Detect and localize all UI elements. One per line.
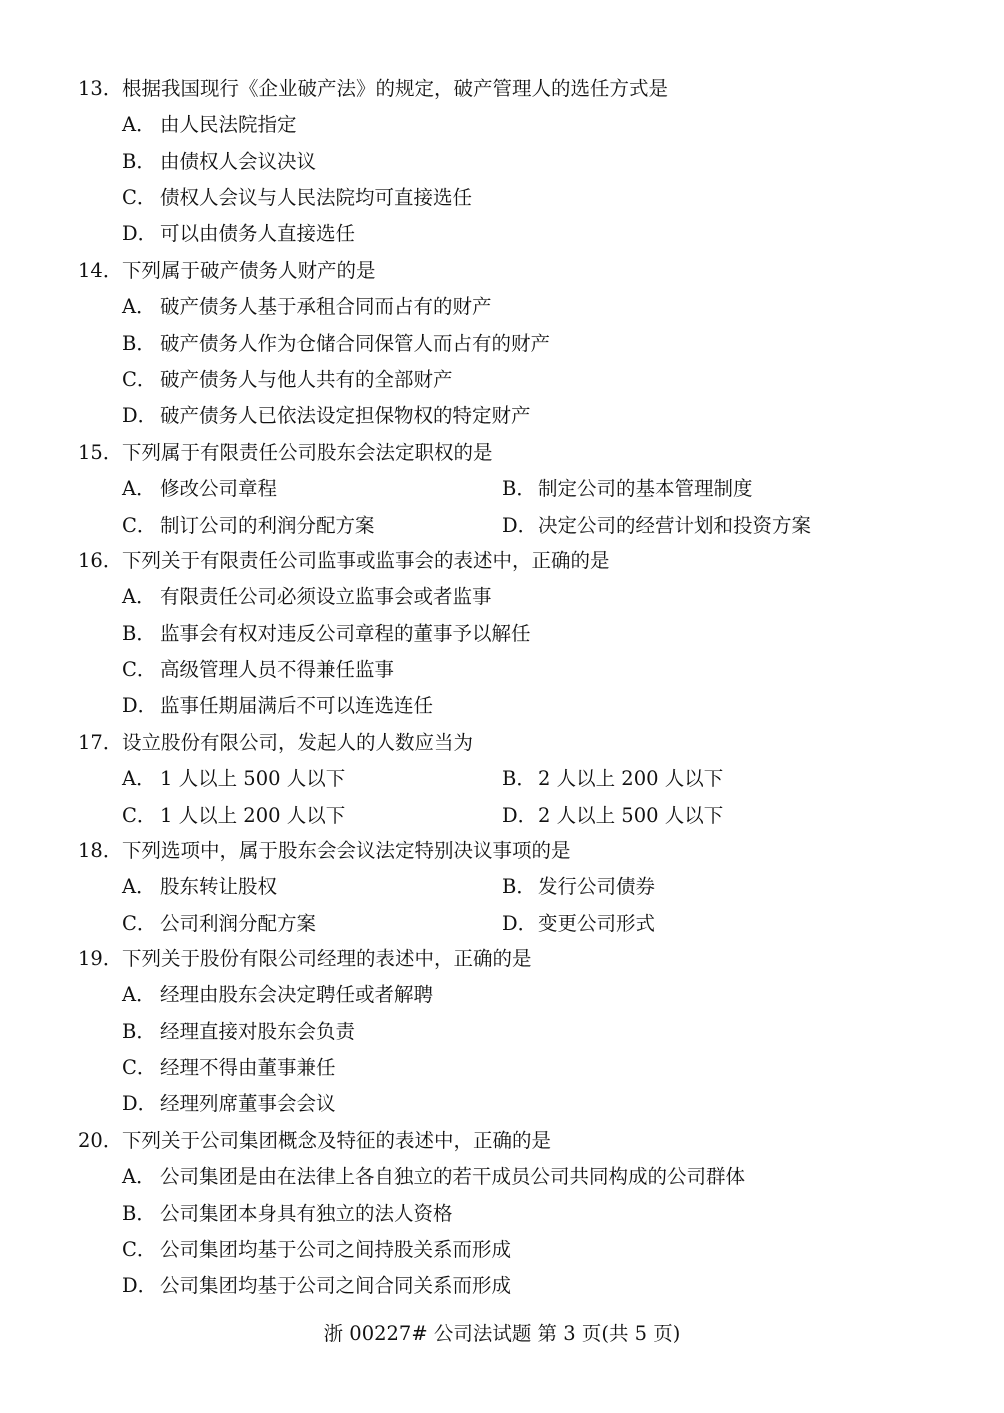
option-text: 制定公司的基本管理制度 (538, 477, 753, 501)
option-text: 可以由债务人直接选任 (160, 222, 356, 246)
option-text: 1 人以上 500 人以下 (160, 767, 346, 791)
option-row (0, 471, 1004, 507)
question-text: 下列关于公司集团概念及特征的表述中，正确的是 (122, 1129, 552, 1152)
option-d (0, 1086, 1004, 1122)
option-label: C． (122, 803, 157, 827)
option-label: B． (122, 331, 156, 355)
option-a (0, 579, 1004, 615)
option-row (0, 508, 1004, 544)
option-label: D． (122, 694, 158, 718)
option-label: B． (502, 767, 536, 791)
option-a (0, 977, 1004, 1013)
question-19 (0, 941, 1004, 1122)
option-text: 公司集团本身具有独立的法人资格 (160, 1201, 453, 1225)
option-text: 有限责任公司必须设立监事会或者监事 (160, 585, 492, 609)
option-label: B． (122, 149, 156, 173)
option-d (0, 216, 1004, 252)
question-stem (0, 543, 1004, 579)
option-text: 监事会有权对违反公司章程的董事予以解任 (160, 621, 531, 645)
question-text: 设立股份有限公司，发起人的人数应当为 (122, 731, 474, 754)
option-d (0, 1268, 1004, 1304)
option-text: 修改公司章程 (160, 477, 278, 501)
option-label: A． (122, 477, 156, 501)
option-label: D． (122, 404, 158, 428)
option-b (0, 144, 1004, 180)
option-label: A． (122, 585, 156, 609)
option-text: 经理由股东会决定聘任或者解聘 (160, 983, 434, 1007)
option-a (0, 289, 1004, 325)
option-label: C． (122, 1237, 157, 1261)
option-b (0, 326, 1004, 362)
option-c (0, 180, 1004, 216)
option-label: B． (122, 621, 156, 645)
option-text: 公司利润分配方案 (160, 911, 317, 935)
option-text: 高级管理人员不得兼任监事 (160, 657, 395, 681)
option-a (0, 107, 1004, 143)
option-text: 2 人以上 200 人以下 (538, 767, 724, 791)
question-stem (0, 1123, 1004, 1159)
option-label: C． (122, 367, 157, 391)
option-label: A． (122, 983, 156, 1007)
option-text: 公司集团均基于公司之间合同关系而形成 (160, 1274, 512, 1298)
option-label: A． (122, 295, 156, 319)
option-text: 监事任期届满后不可以连选连任 (160, 694, 434, 718)
option-row (0, 798, 1004, 834)
option-text: 公司集团是由在法律上各自独立的若干成员公司共同构成的公司群体 (160, 1165, 746, 1189)
option-text: 债权人会议与人民法院均可直接选任 (160, 185, 473, 209)
question-text: 下列选项中，属于股东会会议法定特别决议事项的是 (122, 839, 571, 862)
question-15 (0, 435, 1004, 544)
option-row (0, 869, 1004, 905)
option-text: 制订公司的利润分配方案 (160, 513, 375, 537)
question-13 (0, 71, 1004, 252)
question-stem (0, 253, 1004, 289)
option-label: B． (502, 875, 536, 899)
option-text: 股东转让股权 (160, 875, 278, 899)
option-label: D． (502, 911, 538, 935)
question-text: 下列属于破产债务人财产的是 (122, 259, 376, 282)
option-text: 破产债务人与他人共有的全部财产 (160, 367, 453, 391)
option-label: C． (122, 911, 157, 935)
option-label: D． (122, 1092, 158, 1116)
option-text: 1 人以上 200 人以下 (160, 803, 346, 827)
question-20 (0, 1123, 1004, 1304)
question-text: 根据我国现行《企业破产法》的规定，破产管理人的选任方式是 (122, 77, 669, 100)
option-text: 公司集团均基于公司之间持股关系而形成 (160, 1237, 512, 1261)
option-label: A． (122, 1165, 156, 1189)
option-label: D． (502, 803, 538, 827)
option-text: 由债权人会议决议 (160, 149, 317, 173)
option-text: 变更公司形式 (538, 911, 656, 935)
option-c (0, 1050, 1004, 1086)
option-row (0, 906, 1004, 942)
option-text: 经理不得由董事兼任 (160, 1055, 336, 1079)
option-d (0, 398, 1004, 434)
question-stem (0, 941, 1004, 977)
option-text: 由人民法院指定 (160, 113, 297, 137)
question-stem (0, 833, 1004, 869)
option-text: 2 人以上 500 人以下 (538, 803, 724, 827)
option-label: B． (502, 477, 536, 501)
question-16 (0, 543, 1004, 724)
option-c (0, 652, 1004, 688)
option-a (0, 1159, 1004, 1195)
option-text: 经理直接对股东会负责 (160, 1019, 356, 1043)
option-label: C． (122, 657, 157, 681)
option-b (0, 1014, 1004, 1050)
option-text: 破产债务人基于承租合同而占有的财产 (160, 295, 492, 319)
option-label: B． (122, 1201, 156, 1225)
question-text: 下列关于有限责任公司监事或监事会的表述中，正确的是 (122, 549, 610, 572)
question-number: 15． (78, 441, 123, 464)
question-number: 20． (78, 1129, 123, 1152)
option-label: D． (122, 222, 158, 246)
option-label: B． (122, 1019, 156, 1043)
question-14 (0, 253, 1004, 434)
option-text: 决定公司的经营计划和投资方案 (538, 513, 812, 537)
question-number: 18． (78, 839, 123, 862)
question-stem (0, 725, 1004, 761)
option-label: D． (122, 1274, 158, 1298)
option-b (0, 1196, 1004, 1232)
option-d (0, 688, 1004, 724)
question-stem (0, 71, 1004, 107)
option-label: A． (122, 113, 156, 137)
option-text: 破产债务人已依法设定担保物权的特定财产 (160, 404, 531, 428)
option-text: 破产债务人作为仓储合同保管人而占有的财产 (160, 331, 551, 355)
option-c (0, 1232, 1004, 1268)
question-18 (0, 833, 1004, 942)
option-label: A． (122, 875, 156, 899)
option-label: C． (122, 513, 157, 537)
question-number: 16． (78, 549, 123, 572)
option-label: D． (502, 513, 538, 537)
option-text: 经理列席董事会会议 (160, 1092, 336, 1116)
question-stem (0, 435, 1004, 471)
option-row (0, 761, 1004, 797)
question-number: 17． (78, 731, 123, 754)
option-label: C． (122, 1055, 157, 1079)
option-text: 发行公司债券 (538, 875, 656, 899)
option-b (0, 616, 1004, 652)
option-label: C． (122, 185, 157, 209)
option-c (0, 362, 1004, 398)
question-number: 13． (78, 77, 123, 100)
question-number: 19． (78, 947, 123, 970)
question-text: 下列关于股份有限公司经理的表述中，正确的是 (122, 947, 532, 970)
question-17 (0, 725, 1004, 834)
question-number: 14． (78, 259, 123, 282)
option-label: A． (122, 767, 156, 791)
page-footer: 浙 00227# 公司法试题 第 3 页(共 5 页) (323, 1322, 681, 1345)
question-text: 下列属于有限责任公司股东会法定职权的是 (122, 441, 493, 464)
